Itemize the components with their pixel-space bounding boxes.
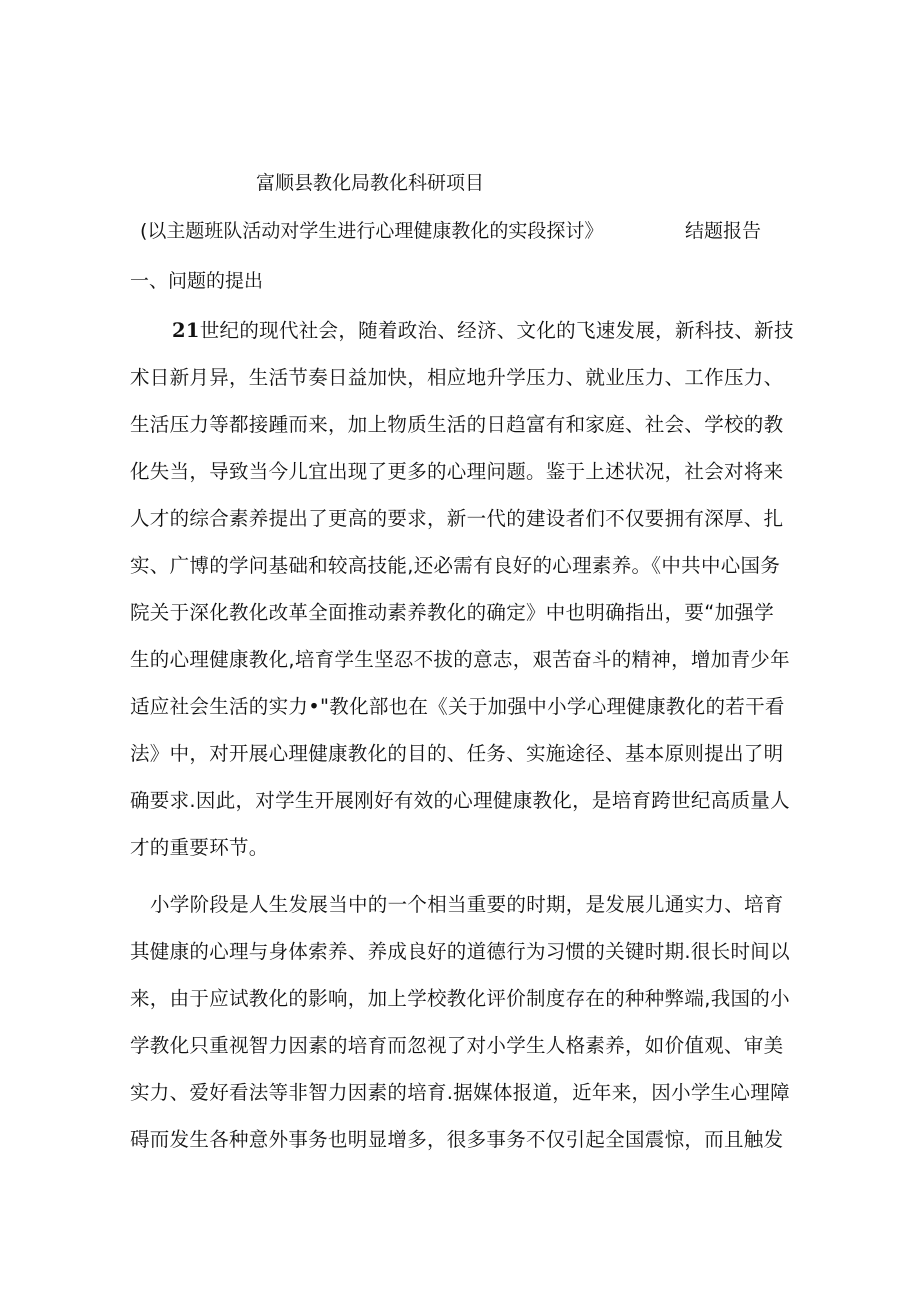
paragraph1-line-12: 才的重要环节。 [130,836,269,859]
paragraph1-line-2: 术日新月异，生活节奏日益加快，相应地升学压力、就业压力、工作压力、 [130,366,784,389]
document-title: 富顺县教化局教化科研项目 [256,172,485,194]
paragraph1-line-5: 人才的综合素养提出了更高的要求，新一代的建设者们不仅要拥有深厚、扎 [130,507,784,530]
section-heading: 一、问题的提出 [130,270,264,292]
paragraph2-line-1: 小学阶段是人生发展当中的一个相当重要的时期，是发展儿通实力、培育 [150,893,784,916]
paragraph2-line-2: 其健康的心理与身体索养、养成良好的道德行为习惯的关键时期.很长时间以 [130,940,790,963]
paragraph1-line-4: 化失当，导致当今儿宜出现了更多的心理问题。鉴于上述状况，社会对将来 [130,460,784,483]
paragraph1-line-8: 生的心理健康教化,培育学生坚忍不拔的意志，艰苦奋斗的精神，增加青少年 [130,648,790,671]
document-subtitle: (以主题班队活动对学生进行心理健康教化的实段探讨》 [140,220,604,242]
paragraph1-line-11: 确要求.因此，对学生开展刚好有效的心理健康教化，是培育跨世纪高质量人 [130,789,790,812]
paragraph1-line-1 [172,318,792,344]
paragraph1-line-6: 实、广博的学问基础和较高技能,还必需有良好的心理素养。《中共中心国务 [130,554,781,577]
paragraph1-line-3: 生活压力等都接踵而来，加上物质生活的日趋富有和家庭、社会、学校的教 [130,413,784,436]
report-label: 结题报告 [685,220,762,242]
paragraph1-line-7: 院关于深化教化改革全面推动素养教化的确定》中也明确指出，要“加强学 [130,601,775,624]
paragraph2-line-5: 实力、爱好看法等非智力因素的培育.据媒体报道，近年来，因小学生心理障 [130,1081,790,1104]
paragraph2-line-3: 来，由于应试教化的影响，加上学校教化评价制度存在的种种弊端,我国的小 [130,987,790,1010]
paragraph2-line-6: 碍而发生各种意外事务也明显增多，很多事务不仅引起全国震惊，而且触发 [130,1128,784,1151]
paragraph1-text: 世纪的现代社会，随着政治、经济、文化的飞速发展，新科技、新技 [199,319,794,342]
paragraph1-number: 21 [172,319,200,342]
paragraph1-line-9: 适应社会生活的实力•"教化部也在《关于加强中小学心理健康教化的若干看 [130,695,785,718]
paragraph1-line-10: 法》中，对开展心理健康教化的目的、任务、实施途径、基本原则提出了明 [130,742,784,765]
paragraph2-line-4: 学教化只重视智力因素的培育而忽视了对小学生人格素养，如价值观、审美 [130,1034,784,1057]
